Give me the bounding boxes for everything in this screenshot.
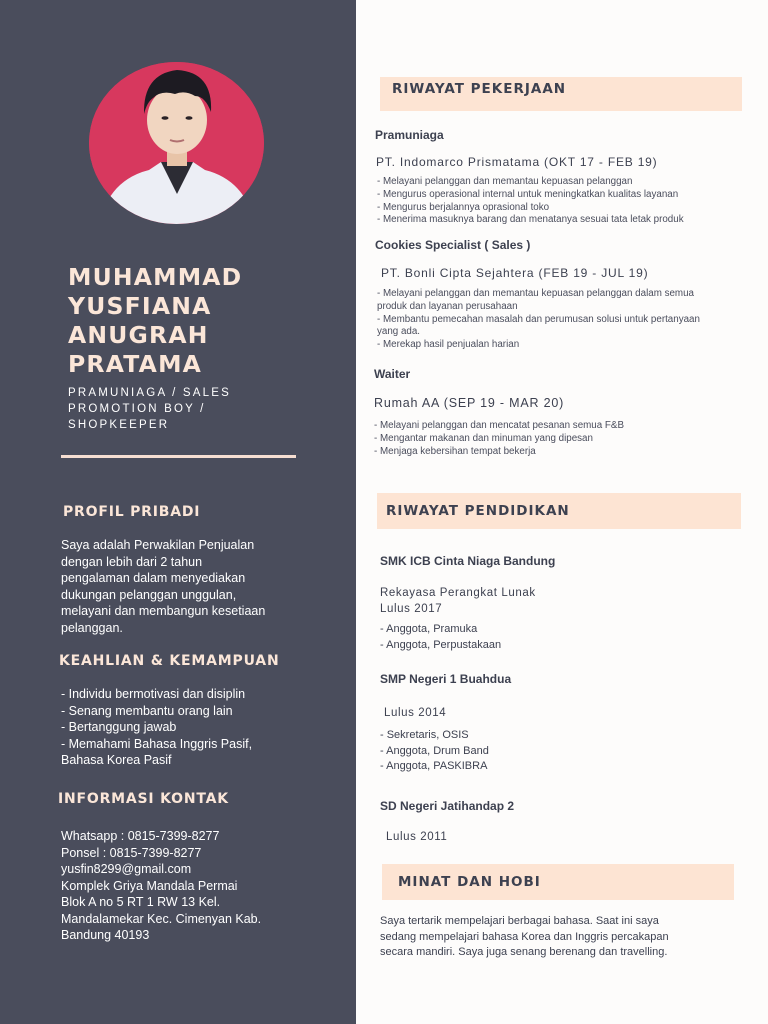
school-name: SMK ICB Cinta Niaga Bandung: [380, 554, 556, 568]
detail-line: Lulus 2017: [380, 602, 443, 615]
job-company: PT. Indomarco Prismatama (OKT 17 - FEB 19): [376, 155, 658, 169]
job-title: [68, 385, 338, 433]
keahlian-list: [61, 686, 323, 769]
detail-line: Rekayasa Perangkat Lunak: [380, 587, 536, 599]
school-detail: [386, 830, 746, 846]
contact-whatsapp: Whatsapp : 0815-7399-8277: [61, 829, 220, 843]
school-name: SMP Negeri 1 Buahdua: [380, 672, 512, 686]
job-duties: [374, 420, 759, 458]
divider-line: [61, 455, 296, 458]
school-activities: [380, 728, 740, 775]
contact-address: Komplek Griya Mandala Permai: [61, 878, 238, 893]
detail-line: Lulus 2014: [384, 707, 447, 719]
text-line: dukungan pelanggan unggulan,: [61, 587, 237, 602]
text-line: sedang mempelajari bahasa Korea dan Inggris percakapan: [380, 930, 669, 943]
job-duties: [377, 176, 762, 227]
duty-item: - Mengurus operasional internal untuk meningkatkan kualitas layanan: [377, 188, 679, 200]
school-detail: [380, 586, 740, 617]
section-heading-pendidikan: RIWAYAT PENDIDIKAN: [386, 503, 570, 519]
school-activities: [380, 622, 740, 653]
title-line: PRAMUNIAGA / SALES: [68, 387, 231, 399]
section-heading-profil: PROFIL PRIBADI: [63, 504, 201, 520]
activity-item: - Sekretaris, OSIS: [380, 729, 469, 741]
duty-item: - Mengurus berjalannya oprasional toko: [377, 201, 550, 213]
job-title: Cookies Specialist ( Sales ): [375, 238, 531, 252]
portrait-image: [89, 62, 264, 224]
text-line: Saya adalah Perwakilan Penjualan: [61, 538, 255, 552]
contact-address: Bandung 40193: [61, 928, 150, 942]
duty-item: produk dan layanan perusahaan: [377, 300, 518, 312]
name-line: PRATAMA: [68, 350, 203, 378]
name-line: YUSFIANA: [68, 292, 212, 320]
duty-item: - Melayani pelanggan dan memantau kepuasan pelanggan dalam semua: [377, 288, 694, 299]
duty-item: - Mengantar makanan dan minuman yang dipesan: [374, 432, 593, 444]
section-heading-keahlian: KEAHLIAN & KEMAMPUAN: [59, 653, 280, 669]
contact-address: Mandalamekar Kec. Cimenyan Kab.: [61, 911, 262, 926]
school-name: SD Negeri Jatihandap 2: [380, 799, 515, 813]
text-line: melayani dan membangun kesetiaan: [61, 604, 266, 618]
section-heading-kontak: INFORMASI KONTAK: [58, 791, 229, 807]
text-line: dengan lebih dari 2 tahun: [61, 554, 203, 569]
skill-item: - Individu bermotivasi dan disiplin: [61, 687, 246, 701]
contact-address: Blok A no 5 RT 1 RW 13 Kel.: [61, 895, 221, 909]
school-detail: [384, 706, 744, 722]
activity-item: - Anggota, Drum Band: [380, 744, 489, 757]
section-heading-hobi: MINAT DAN HOBI: [398, 874, 541, 890]
name-line: ANUGRAH: [68, 321, 209, 349]
text-line: pelanggan.: [61, 620, 123, 635]
duty-item: - Merekap hasil penjualan harian: [377, 339, 520, 351]
kontak-info: [61, 828, 323, 944]
skill-item: - Senang membantu orang lain: [61, 703, 233, 718]
text-line: Saya tertarik mempelajari berbagai bahasa. Saat ini saya: [380, 915, 659, 927]
text-line: pengalaman dalam menyediakan: [61, 571, 246, 585]
profile-photo: [89, 62, 264, 224]
duty-item: - Menjaga kebersihan tempat bekerja: [374, 445, 536, 457]
full-name: [68, 263, 338, 379]
contact-phone: Ponsel : 0815-7399-8277: [61, 845, 202, 860]
name-line: MUHAMMAD: [68, 263, 243, 291]
duty-item: - Menerima masuknya barang dan menatanya sesuai tata letak produk: [377, 214, 684, 226]
title-line: SHOPKEEPER: [68, 419, 170, 431]
activity-item: - Anggota, PASKIBRA: [380, 760, 488, 772]
hobi-text: [380, 914, 750, 961]
duty-item: - Membantu pemecahan masalah dan perumusan solusi untuk pertanyaan: [377, 313, 700, 325]
sidebar: [0, 0, 356, 1024]
skill-item: - Memahami Bahasa Inggris Pasif,: [61, 736, 253, 751]
activity-item: - Anggota, Perpustakaan: [380, 638, 502, 651]
duty-item: yang ada.: [377, 326, 421, 338]
activity-item: - Anggota, Pramuka: [380, 623, 478, 635]
title-line: PROMOTION BOY /: [68, 403, 206, 415]
job-title: Waiter: [374, 367, 411, 381]
duty-item: - Melayani pelanggan dan mencatat pesanan semua F&B: [374, 420, 624, 431]
section-heading-pekerjaan: RIWAYAT PEKERJAAN: [392, 81, 567, 97]
detail-line: Lulus 2011: [386, 831, 448, 843]
job-title: Pramuniaga: [375, 128, 444, 142]
text-line: secara mandiri. Saya juga senang berenang dan travelling.: [380, 946, 668, 958]
profil-text: [61, 537, 323, 636]
job-company: Rumah AA (SEP 19 - MAR 20): [374, 396, 565, 410]
contact-email: yusfin8299@gmail.com: [61, 862, 192, 876]
skill-item: Bahasa Korea Pasif: [61, 753, 172, 767]
skill-item: - Bertanggung jawab: [61, 720, 177, 734]
job-duties: [377, 288, 766, 352]
duty-item: - Melayani pelanggan dan memantau kepuasan pelanggan: [377, 176, 633, 187]
job-company: PT. Bonli Cipta Sejahtera (FEB 19 - JUL 19): [381, 266, 649, 280]
